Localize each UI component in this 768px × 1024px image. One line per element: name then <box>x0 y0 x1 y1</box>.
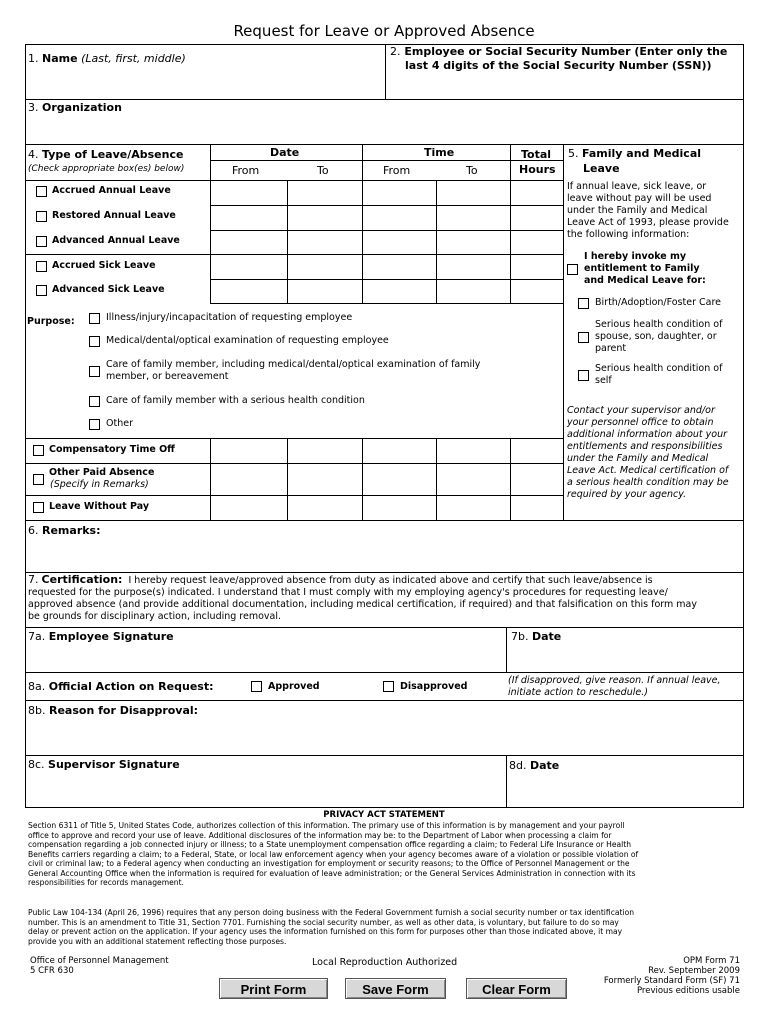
advanced-annual-label: Advanced Annual Leave <box>52 235 180 246</box>
approved-label: Approved <box>268 681 320 692</box>
restored-annual-label: Restored Annual Leave <box>52 210 176 221</box>
purpose-serious-condition-checkbox[interactable] <box>89 396 100 407</box>
form-title: Request for Leave or Approved Absence <box>233 22 535 40</box>
advanced-sick-checkbox[interactable] <box>36 285 47 296</box>
fmla-label-line2: Leave <box>583 162 620 175</box>
fmla-label: 5. Family and Medical <box>568 147 702 160</box>
lwop-checkbox[interactable] <box>33 502 44 513</box>
date-from-header: From <box>232 164 260 177</box>
disapproval-note: (If disapproved, give reason. If annual leave, initiate action to reschedule.) <box>508 675 721 698</box>
supervisor-date-label: 8d. Date <box>509 759 560 772</box>
employee-number-label-line2: last 4 digits of the Social Security Number (SSN)) <box>405 59 712 72</box>
fmla-intro: If annual leave, sick leave, or leave without pay will be used under the Family and Medical Leave Act of 1993, please provide the following information: <box>567 181 729 240</box>
advanced-sick-label: Advanced Sick Leave <box>52 284 165 295</box>
purpose-label: Purpose: <box>27 316 75 327</box>
rule <box>287 438 288 520</box>
other-paid-hint: (Specify in Remarks) <box>50 479 149 490</box>
organization-field[interactable] <box>26 116 743 143</box>
time-to-header: To <box>466 164 478 177</box>
fmla-contact-note: Contact your supervisor and/or your personnel office to obtain additional information about your entitlements and responsibilities under the Family and Medical Leave Act. Medical certification of a serious health condition may be required by your agency. <box>567 405 729 500</box>
employee-number-label: 2. Employee or Social Security Number (Enter only the <box>390 45 728 58</box>
fmla-self-condition-checkbox[interactable] <box>578 370 589 381</box>
print-form-button[interactable]: Print Form <box>219 978 328 999</box>
employee-signature-label: 7a. Employee Signature <box>28 630 174 643</box>
comp-time-label: Compensatory Time Off <box>49 444 175 455</box>
total-hours-header: Total <box>521 148 552 161</box>
disapproval-reason-field[interactable] <box>26 719 743 754</box>
supervisor-signature-field[interactable] <box>26 773 505 807</box>
save-form-button[interactable]: Save Form <box>345 978 446 999</box>
name-label: 1. Name (Last, first, middle) <box>28 52 186 65</box>
rule <box>25 672 744 673</box>
rule <box>563 144 564 520</box>
rule <box>25 700 744 701</box>
purpose-illness-label: Illness/injury/incapacitation of requesting employee <box>106 312 353 323</box>
privacy-paragraph-1: Section 6311 of Title 5, United States Code, authorizes collection of this information. The primary use of this information is by management and your payroll office to approve and record your use of leave. Additional disclosures of the information may be: to the Department of Labor when processing a claim for compensation regarding a job connected injury or illness; to a State unemployment compensation office regarding a claim; to Federal Life Insurance or Health Benefits carriers regarding a claim; to a Federal, State, or local law enforcement agency when your agency becomes aware of a violation or possible violation of civil or criminal law; to a Federal agency when conducting an investigation for employment or security reasons; to the Office of Personnel Management or the General Accounting Office when the information is required for evaluation of leave administration; or the General Services Administration in connection with its responsibilities for records management. <box>28 821 639 887</box>
accrued-sick-label: Accrued Sick Leave <box>52 260 156 271</box>
rule <box>25 99 744 100</box>
fmla-invoke-label: I hereby invoke my entitlement to Family and Medical Leave for: <box>584 251 706 286</box>
footer-center: Local Reproduction Authorized <box>312 957 458 968</box>
rule <box>25 495 563 496</box>
leave-type-hint: (Check appropriate box(es) below) <box>28 164 185 174</box>
rule <box>436 438 437 520</box>
disapproved-label: Disapproved <box>400 681 468 692</box>
rule <box>25 463 563 464</box>
rule <box>362 144 363 304</box>
footer-left: Office of Personnel Management 5 CFR 630 <box>30 956 169 976</box>
name-field[interactable] <box>26 70 384 98</box>
purpose-medical-label: Medical/dental/optical examination of requesting employee <box>106 335 389 346</box>
time-header: Time <box>424 146 455 159</box>
disapproved-checkbox[interactable] <box>383 681 394 692</box>
comp-time-checkbox[interactable] <box>33 445 44 456</box>
rule <box>25 254 563 255</box>
rule <box>510 438 511 520</box>
purpose-other-label: Other <box>106 418 133 429</box>
privacy-heading: PRIVACY ACT STATEMENT <box>323 810 445 820</box>
disapproval-reason-label: 8b. Reason for Disapproval: <box>28 704 199 717</box>
total-hours-header-line2: Hours <box>519 163 556 176</box>
accrued-annual-checkbox[interactable] <box>36 186 47 197</box>
rule <box>510 144 511 304</box>
date-header: Date <box>270 146 300 159</box>
rule <box>436 180 437 304</box>
rule <box>25 572 744 573</box>
other-paid-checkbox[interactable] <box>33 474 44 485</box>
supervisor-signature-label: 8c. Supervisor Signature <box>28 758 180 771</box>
fmla-invoke-checkbox[interactable] <box>567 264 578 275</box>
rule <box>25 755 744 756</box>
fmla-family-condition-label: Serious health condition of spouse, son, daughter, or parent <box>595 319 723 354</box>
purpose-serious-condition-label: Care of family member with a serious health condition <box>106 395 365 406</box>
certification-text: 7. Certification: I hereby request leave/approved absence from duty as indicated above and certify that such leave/absence is requested for the purpose(s) indicated. I understand that I must comply with my employing agency's procedures for requesting leave/ approved absence (and provide additional documentation, including medical certification, if required) and that falsification on this form may be grounds for disciplinary action, including removal. <box>28 573 697 622</box>
remarks-label: 6. Remarks: <box>28 524 101 537</box>
purpose-family-care-label: Care of family member, including medical/dental/optical examination of family <box>106 359 481 370</box>
supervisor-date-field[interactable] <box>507 773 743 807</box>
rule <box>25 520 744 521</box>
accrued-sick-checkbox[interactable] <box>36 261 47 272</box>
employee-signature-field[interactable] <box>26 645 505 671</box>
employee-date-field[interactable] <box>507 645 743 671</box>
fmla-birth-checkbox[interactable] <box>578 298 589 309</box>
approved-checkbox[interactable] <box>251 681 262 692</box>
fmla-birth-label: Birth/Adoption/Foster Care <box>595 297 721 308</box>
accrued-annual-label: Accrued Annual Leave <box>52 185 171 196</box>
purpose-medical-checkbox[interactable] <box>89 336 100 347</box>
purpose-family-care-label-line2: member, or bereavement <box>106 371 229 382</box>
employee-number-field[interactable] <box>386 75 743 98</box>
clear-form-button[interactable]: Clear Form <box>466 978 567 999</box>
rule <box>25 180 563 181</box>
privacy-paragraph-2: Public Law 104-134 (April 26, 1996) requires that any person doing business with the Federal Government furnish a social security number or tax identification number. This is an amendment to Title 31, Section 7701. Furnishing the social security number, as well as other data, is voluntary, but failure to do so may delay or prevent action on the application. If your agency uses the information furnished on this form for purposes other than those indicated above, it may provide you with an additional statement reflecting those purposes. <box>28 908 635 946</box>
organization-label: 3. Organization <box>28 101 122 114</box>
purpose-other-checkbox[interactable] <box>89 419 100 430</box>
advanced-annual-checkbox[interactable] <box>36 236 47 247</box>
footer-right: OPM Form 71 Rev. September 2009 Formerly Standard Form (SF) 71 Previous editions usable <box>603 956 740 996</box>
fmla-family-condition-checkbox[interactable] <box>578 332 589 343</box>
date-to-header: To <box>317 164 329 177</box>
leave-type-label: 4. Type of Leave/Absence <box>28 148 184 161</box>
rule <box>362 438 363 520</box>
remarks-field[interactable] <box>26 538 743 571</box>
rule <box>287 180 288 304</box>
time-from-header: From <box>383 164 411 177</box>
lwop-label: Leave Without Pay <box>49 501 150 512</box>
rule <box>25 438 563 439</box>
employee-date-label: 7b. Date <box>511 630 562 643</box>
rule <box>25 144 744 145</box>
official-action-label: 8a. Official Action on Request: <box>28 680 214 693</box>
rule <box>210 438 211 520</box>
other-paid-label: Other Paid Absence <box>49 467 155 478</box>
purpose-illness-checkbox[interactable] <box>89 313 100 324</box>
purpose-family-care-checkbox[interactable] <box>89 366 100 377</box>
restored-annual-checkbox[interactable] <box>36 211 47 222</box>
rule <box>210 144 211 304</box>
fmla-self-condition-label: Serious health condition of self <box>595 363 723 386</box>
rule <box>25 627 744 628</box>
